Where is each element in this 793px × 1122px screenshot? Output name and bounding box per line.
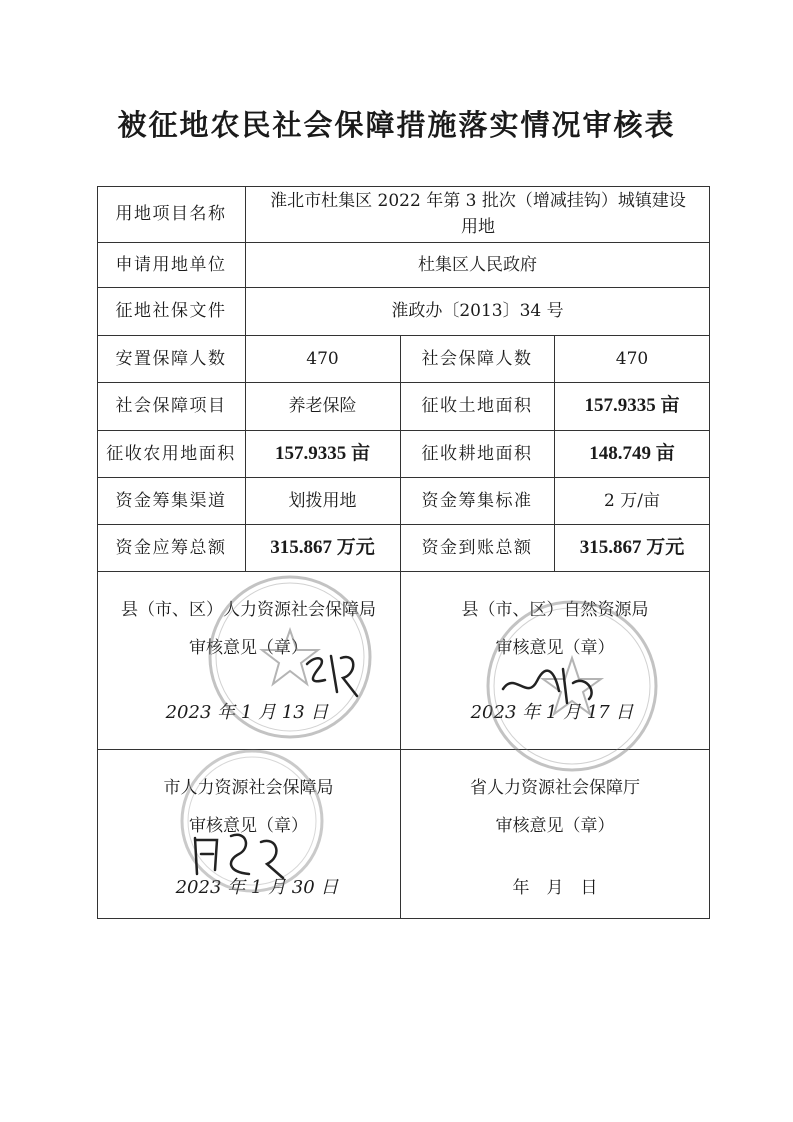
province-hr-subtitle: 审核意见（章） xyxy=(495,816,615,836)
social-count-value: 470 xyxy=(615,348,649,369)
row-divider xyxy=(97,571,710,572)
county-hr-date: 2023 年 1 月 13 日 xyxy=(165,702,329,723)
county-nr-date: 2023 年 1 月 17 日 xyxy=(470,702,634,723)
county-nr-approval xyxy=(400,591,710,667)
resettle-count-label: 安置保障人数 xyxy=(115,348,227,369)
county-hr-subtitle: 审核意见（章） xyxy=(189,638,308,658)
document-value: 淮政办〔2013〕34 号 xyxy=(391,301,564,321)
security-item-label: 社会保障项目 xyxy=(115,396,227,416)
province-hr-title: 省人力资源社会保障厅 xyxy=(470,778,640,798)
farm-use-area-label: 征收农用地面积 xyxy=(106,443,236,464)
province-hr-date: 年 月 日 xyxy=(512,878,598,898)
row-divider xyxy=(97,749,710,750)
land-area-value: 157.9335 亩 xyxy=(584,395,680,416)
applicant-value: 杜集区人民政府 xyxy=(418,254,537,275)
fund-standard-label: 资金筹集标准 xyxy=(421,490,533,511)
county-nr-title: 县（市、区）自然资源局 xyxy=(461,600,649,620)
county-nr-subtitle: 审核意见（章） xyxy=(495,638,615,658)
fund-received-label: 资金到账总额 xyxy=(421,537,533,558)
applicant-label: 申请用地单位 xyxy=(115,254,227,275)
document-label: 征地社保文件 xyxy=(115,301,227,321)
county-hr-approval xyxy=(97,591,400,667)
fund-standard-value: 2 万/亩 xyxy=(604,490,660,511)
city-hr-title: 市人力资源社会保障局 xyxy=(163,778,334,798)
land-area-label: 征收土地面积 xyxy=(421,396,533,416)
fund-due-value: 315.867 万元 xyxy=(270,536,375,558)
province-hr-approval xyxy=(400,769,710,845)
arable-area-value: 148.749 亩 xyxy=(589,442,675,464)
fund-channel-label: 资金筹集渠道 xyxy=(115,490,227,511)
page-title: 被征地农民社会保障措施落实情况审核表 xyxy=(117,108,676,142)
fund-due-label: 资金应筹总额 xyxy=(115,537,227,558)
approval-form-table xyxy=(97,186,710,919)
project-name-value: 淮北市杜集区 2022 年第 3 批次（增减挂钩）城镇建设用地 xyxy=(270,191,686,237)
city-hr-subtitle: 审核意见（章） xyxy=(189,816,308,836)
city-hr-date: 2023 年 1 月 30 日 xyxy=(175,877,339,898)
arable-area-label: 征收耕地面积 xyxy=(421,443,533,464)
fund-channel-value: 划拨用地 xyxy=(288,490,357,511)
security-item-value: 养老保险 xyxy=(288,396,357,416)
resettle-count-value: 470 xyxy=(306,348,339,369)
fund-received-value: 315.867 万元 xyxy=(579,536,685,558)
farm-use-area-value: 157.9335 亩 xyxy=(274,442,370,464)
city-hr-approval xyxy=(97,769,400,845)
social-count-label: 社会保障人数 xyxy=(421,348,533,369)
county-hr-title: 县（市、区）人力资源社会保障局 xyxy=(121,600,376,620)
project-name-label: 用地项目名称 xyxy=(115,204,227,224)
